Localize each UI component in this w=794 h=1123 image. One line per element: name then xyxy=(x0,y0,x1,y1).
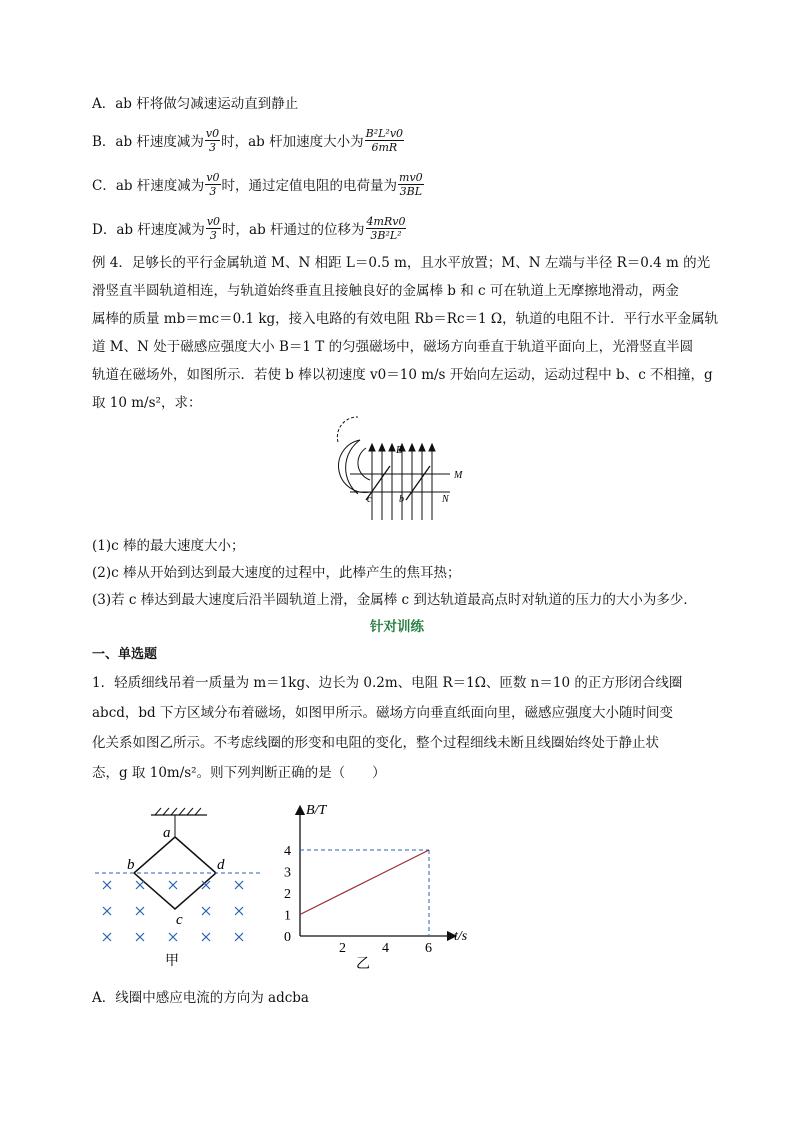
series-line xyxy=(300,850,429,915)
fraction xyxy=(205,171,220,198)
frac-num: B²L²v0 xyxy=(365,126,404,140)
example4-line-1: 例 4．足够长的平行金属轨道 M、N 相距 L＝0.5 m，且水平放置；M、N 左端与半径 R＝0.4 m 的光 xyxy=(92,255,711,271)
example4-line-5: 轨道在磁场外，如图所示．若使 b 棒以初速度 v0＝10 m/s 开始向左运动，运动过程中 b、c 不相撞，g xyxy=(92,367,713,383)
y-tick-label: 0 xyxy=(284,930,291,945)
example4-line-3: 属棒的质量 mb＝mc＝0.1 kg，接入电路的有效电阻 Rb＝Rc＝1 Ω，轨道的电阻不计．平行水平金属轨 xyxy=(92,311,719,327)
option-b-top xyxy=(92,120,405,160)
y-axis-label: B/T xyxy=(306,803,327,818)
option-d-pre: D．ab 杆速度减为 xyxy=(92,222,205,238)
y-tick-label: 1 xyxy=(284,908,291,924)
frac-den: 3 xyxy=(209,184,217,198)
vertex-d: d xyxy=(217,857,225,873)
y-tick-label: 3 xyxy=(284,865,291,881)
caption-yi: 乙 xyxy=(356,957,370,972)
y-tick-label: 4 xyxy=(284,844,291,859)
semicircle-outer xyxy=(339,440,370,492)
fraction xyxy=(365,127,404,154)
option-b-pre: B．ab 杆速度减为 xyxy=(92,134,204,150)
q1-line-3: 化关系如图乙所示。不考虑线圈的形变和电阻的变化，整个过程细线未断且线圈始终处于静止状 xyxy=(92,735,659,751)
dashed-arc xyxy=(337,417,358,442)
vertex-a: a xyxy=(163,825,171,841)
field-crosses xyxy=(103,881,243,941)
caption-jia: 甲 xyxy=(165,954,179,969)
vertex-c: c xyxy=(176,912,183,928)
frac-den: 3B²L² xyxy=(370,228,402,242)
vertex-b: b xyxy=(127,857,135,873)
option-d-mid: 时，ab 杆通过的位移为 xyxy=(222,222,365,238)
frac-den: 3 xyxy=(209,140,217,154)
x-tick-label: 2 xyxy=(339,941,346,956)
frac-num: v0 xyxy=(206,214,221,228)
x-axis-label: t/s xyxy=(454,929,468,944)
frac-num: mv0 xyxy=(399,170,423,184)
label-b-field: B xyxy=(396,445,403,456)
option-a-top: A．ab 杆将做匀减速运动直到静止 xyxy=(92,96,299,112)
option-c-top xyxy=(92,164,425,204)
fraction xyxy=(206,215,221,242)
frac-den: 3 xyxy=(209,228,217,242)
frac-num: v0 xyxy=(206,170,220,184)
fraction xyxy=(205,127,220,154)
y-tick-label: 2 xyxy=(284,887,291,902)
section-type: 一、单选题 xyxy=(92,647,158,662)
q1-line-1: 1．轻质细线吊着一质量为 m＝1kg、边长为 0.2m、电阻 R＝1Ω、匝数 n＝10 的正方形闭合线圈 xyxy=(92,675,683,691)
question-2: (2)c 棒从开始到达到最大速度的过程中，此棒产生的焦耳热； xyxy=(92,565,461,581)
section-heading: 针对训练 xyxy=(370,619,424,635)
fraction xyxy=(398,171,424,198)
fraction xyxy=(366,215,407,242)
label-n: N xyxy=(442,494,449,505)
bt-chart xyxy=(280,800,480,975)
q1-line-2: abcd，bd 下方区域分布着磁场，如图甲所示。磁场方向垂直纸面向里，磁感应强度大小随时间变 xyxy=(92,705,673,721)
option-c-pre: C．ab 杆速度减为 xyxy=(92,178,205,194)
rod-b xyxy=(406,466,430,500)
frac-den: 6mR xyxy=(371,140,398,154)
figure-jia xyxy=(95,805,265,970)
option-b-mid: 时，ab 杆加速度大小为 xyxy=(221,134,364,150)
question-3: (3)若 c 棒达到最大速度后沿半圆轨道上滑，金属棒 c 到达轨道最高点时对轨道的压力的大小为多少． xyxy=(92,592,697,608)
option-c-mid: 时，通过定值电阻的电荷量为 xyxy=(221,178,398,194)
option-d-top xyxy=(92,208,407,248)
example4-line-4: 道 M、N 处于磁感应强度大小 B＝1 T 的匀强磁场中，磁场方向垂直于轨道平面向上，光滑竖直半圆 xyxy=(92,339,694,355)
q1-line-4: 态，g 取 10m/s²。则下列判断正确的是（ ） xyxy=(92,765,386,781)
semicircle-inner xyxy=(358,448,370,480)
q1-option-a: A．线圈中感应电流的方向为 adcba xyxy=(92,990,309,1006)
x-tick-label: 4 xyxy=(382,941,389,956)
label-c-rod: c xyxy=(367,494,372,505)
frac-num: 4mRv0 xyxy=(366,214,406,228)
label-b-rod: b xyxy=(399,494,404,505)
question-1: (1)c 棒的最大速度大小； xyxy=(92,538,245,554)
label-m: M xyxy=(454,470,463,481)
rail-figure xyxy=(310,412,480,527)
x-tick-label: 6 xyxy=(425,941,432,956)
example4-line-2: 滑竖直半圆轨道相连，与轨道始终垂直且接触良好的金属棒 b 和 c 可在轨道上无摩擦地滑动，两金 xyxy=(92,283,679,299)
frac-num: v0 xyxy=(205,126,220,140)
frac-den: 3BL xyxy=(399,184,423,198)
example4-line-6: 取 10 m/s²，求： xyxy=(92,395,202,411)
